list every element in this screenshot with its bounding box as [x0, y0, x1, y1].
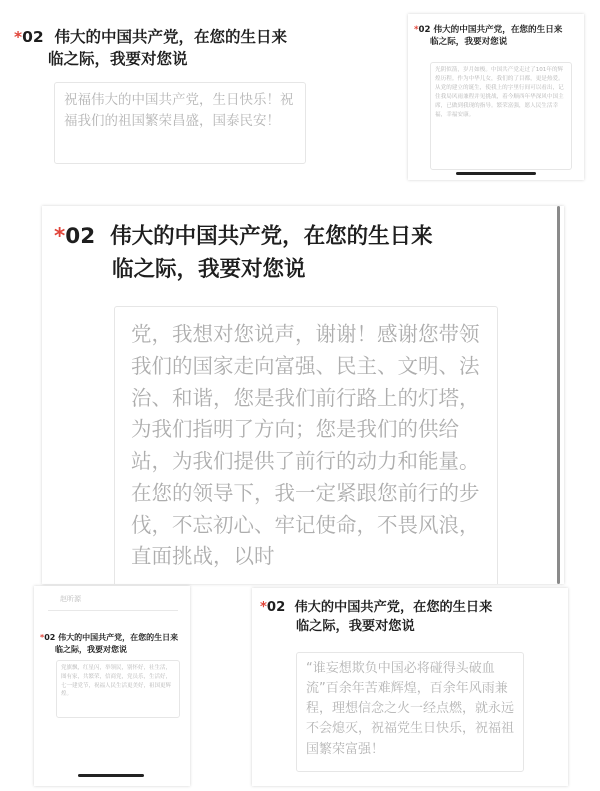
question-title — [54, 220, 524, 287]
question-number: 02 — [44, 633, 56, 642]
required-star: * — [260, 600, 267, 615]
screenshot-5 — [252, 588, 568, 786]
answer-textarea[interactable] — [296, 652, 524, 772]
answer-textarea[interactable] — [114, 306, 498, 584]
title-line-1: 伟大的中国共产党，在您的生日来 — [294, 600, 493, 615]
title-line-1: 伟大的中国共产党，在您的生日来 — [110, 224, 433, 249]
title-line-2: 临之际，我要对您说 — [296, 619, 415, 635]
question-number: 02 — [65, 224, 96, 249]
required-star: * — [14, 28, 23, 46]
answer-text: 光阴似箭，岁月如梭。中国共产党走过了101年的辉煌历程。作为中华儿女，我们的了目都，更是热爱。从党的建立的诞生，使我上的字里行间可以看出，记住我局风雨兼程并见挑战，着今顺西年华深风中国主席，已做到我现的指导。繁荣富强，愿人民生活幸福，幸福安康。 — [435, 67, 564, 118]
divider — [48, 610, 178, 611]
question-title — [260, 598, 564, 636]
question-number: 02 — [266, 600, 286, 615]
screenshot-4 — [34, 586, 190, 786]
scrollbar[interactable] — [557, 206, 560, 584]
question-title — [40, 632, 188, 655]
title-line-2: 临之际，我要对您说 — [48, 50, 188, 69]
answer-textarea[interactable] — [430, 62, 572, 170]
screenshot-3 — [42, 206, 564, 584]
home-indicator — [78, 774, 144, 777]
respondent-name: 赵昕源 — [60, 595, 81, 603]
answer-text: 祝福伟大的中国共产党，生日快乐！祝福我们的祖国繁荣昌盛，国泰民安！ — [64, 92, 294, 129]
home-indicator — [456, 172, 536, 175]
answer-textarea[interactable] — [54, 82, 306, 164]
title-line-1: 伟大的中国共产党，在您的生日来 — [58, 633, 179, 642]
title-line-1: 伟大的中国共产党，在您的生日来 — [433, 25, 563, 35]
title-line-2: 临之际，我要对您说 — [430, 37, 508, 48]
answer-text: 党，我想对您说声，谢谢！感谢您带领我们的国家走向富强、民主、文明、法治、和谐，您是我们前行路上的灯塔，为我们指明了方向；您是我们的供给站，为我们提供了前行的动力和能量。在您的领导下，我一定紧跟您前行的步伐，不忘初心、牢记使命，不畏风浪，直面挑战，以时 — [131, 322, 480, 569]
question-title — [14, 26, 314, 71]
screenshot-1 — [4, 10, 318, 190]
answer-text: “谁妄想欺负中国必将碰得头破血流”百余年苦难辉煌，百余年风雨兼程，理想信念之火一经点燃，就永远不会熄灭，祝福党生日快乐，祝福祖国繁荣富强！ — [306, 661, 515, 757]
question-number: 02 — [22, 28, 44, 46]
question-title — [414, 24, 582, 49]
title-line-2: 临之际，我要对您说 — [55, 644, 127, 654]
title-line-1: 伟大的中国共产党，在您的生日来 — [54, 28, 287, 46]
screenshot-2 — [408, 14, 584, 180]
required-star: * — [40, 633, 45, 642]
question-number: 02 — [418, 25, 431, 35]
answer-text: 党旗飘，红星闪，举领民，别怀好，社生活，图有家，共繁荣，信商党，党员乐，生活好，七一建党节，祝福人民生活更美好，祖国更辉煌。 — [61, 665, 172, 698]
required-star: * — [414, 25, 419, 35]
answer-textarea[interactable] — [56, 660, 180, 718]
title-line-2: 临之际，我要对您说 — [112, 257, 306, 283]
required-star: * — [54, 224, 66, 249]
